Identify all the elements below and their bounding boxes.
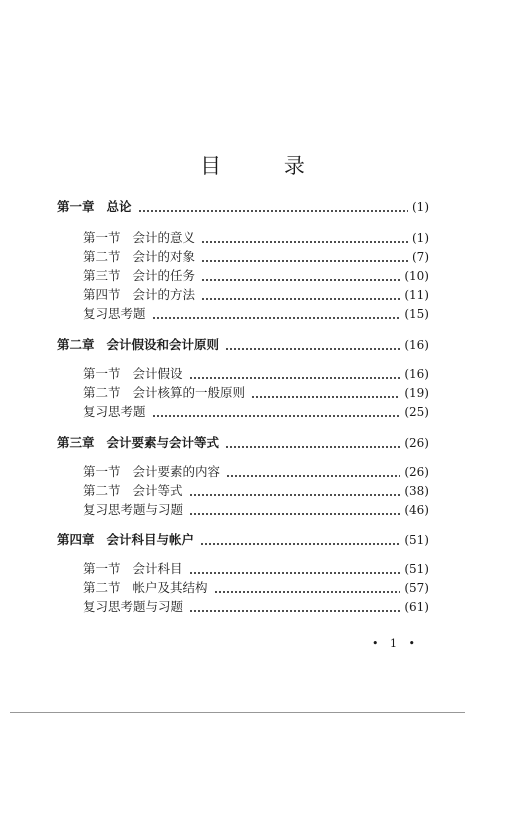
toc-entry-title: 会计的意义 [132,230,196,245]
leader-dots [138,210,408,212]
leader-dots [225,446,400,448]
toc-entry-section[interactable] [83,365,429,383]
leader-dots [201,260,408,262]
scan-edge-line [10,712,465,713]
leader-dots [201,241,408,243]
toc-entry-page: (51) [404,562,429,576]
toc-entry-title: 总论 [106,199,132,214]
page-number: • 1 • [372,637,419,650]
toc-entry-number: 第一节 [83,230,121,245]
toc-entry-number: 第三节 [83,268,121,283]
leader-dots [225,348,400,350]
toc-entry-title: 会计等式 [132,483,183,498]
toc-entry-review[interactable] [83,305,429,323]
toc-entry-section[interactable] [83,579,429,597]
page-title: 目 录 [200,154,333,178]
toc-entry-section[interactable] [83,229,429,247]
toc-entry-title: 复习思考题与习题 [83,599,184,614]
toc-entry-number: 第三章 [57,435,95,450]
toc-entry-section[interactable] [83,384,429,402]
toc-entry-section[interactable] [83,482,429,500]
leader-dots [189,494,401,496]
toc-entry-title: 会计的方法 [132,287,196,302]
toc-entry-title: 复习思考题 [83,404,146,419]
toc-entry-page: (7) [412,250,429,264]
toc-entry-page: (1) [412,200,429,214]
toc-entry-title: 会计核算的一般原则 [132,385,246,400]
toc-entry-section[interactable] [83,286,429,304]
toc-entry-title: 会计科目与帐户 [106,532,195,547]
toc-entry-section[interactable] [83,463,429,481]
toc-entry-title: 会计的对象 [132,249,196,264]
toc-entry-page: (16) [404,338,429,352]
toc-entry-title: 会计要素的内容 [132,464,221,479]
toc-entry-title: 会计的任务 [132,268,196,283]
toc-entry-title: 会计要素与会计等式 [106,435,220,450]
toc-entry-review[interactable] [83,501,429,519]
toc-entry-review[interactable] [83,598,429,616]
toc-entry-number: 第二章 [57,337,95,352]
toc-entry-title: 复习思考题 [83,306,146,321]
toc-entry-number: 第一节 [83,464,121,479]
toc-entry-page: (51) [404,533,429,547]
toc-entry-page: (10) [404,269,429,283]
toc-entry-section[interactable] [83,560,429,578]
toc-entry-number: 第一节 [83,561,121,576]
toc-entry-title: 会计假设和会计原则 [106,337,220,352]
toc-entry-page: (26) [404,436,429,450]
leader-dots [201,298,400,300]
toc-entry-page: (57) [404,581,429,595]
toc-entry-number: 第二节 [83,385,121,400]
toc-entry-page: (46) [404,503,429,517]
toc-entry-number: 第二节 [83,249,121,264]
leader-dots [189,513,400,515]
toc-entry-chapter[interactable] [57,336,429,354]
leader-dots [189,572,401,574]
leader-dots [189,377,401,379]
toc-entry-number: 第四章 [57,532,95,547]
toc-entry-page: (1) [412,231,429,245]
toc-entry-page: (26) [404,465,429,479]
toc-entry-number: 第二节 [83,483,121,498]
toc-entry-section[interactable] [83,248,429,266]
leader-dots [214,591,401,593]
toc-entry-section[interactable] [83,267,429,285]
toc-entry-page: (16) [404,367,429,381]
leader-dots [251,396,400,398]
toc-entry-title: 帐户及其结构 [132,580,208,595]
toc-entry-page: (38) [404,484,429,498]
toc-entry-number: 第一章 [57,199,95,214]
toc-entry-page: (19) [404,386,429,400]
toc-entry-number: 第一节 [83,366,121,381]
toc-entry-chapter[interactable] [57,198,429,216]
leader-dots [200,543,400,545]
toc-entry-page: (61) [404,600,429,614]
toc-entry-number: 第二节 [83,580,121,595]
leader-dots [226,475,400,477]
leader-dots [201,279,400,281]
toc-entry-page: (25) [404,405,429,419]
leader-dots [189,610,400,612]
toc-entry-chapter[interactable] [57,531,429,549]
toc-entry-page: (11) [404,288,429,302]
leader-dots [152,317,401,319]
toc-entry-page: (15) [404,307,429,321]
toc-entry-title: 复习思考题与习题 [83,502,184,517]
leader-dots [152,415,401,417]
toc-entry-review[interactable] [83,403,429,421]
toc-entry-title: 会计假设 [132,366,183,381]
toc-entry-title: 会计科目 [132,561,183,576]
toc-entry-chapter[interactable] [57,434,429,452]
toc-entry-number: 第四节 [83,287,121,302]
